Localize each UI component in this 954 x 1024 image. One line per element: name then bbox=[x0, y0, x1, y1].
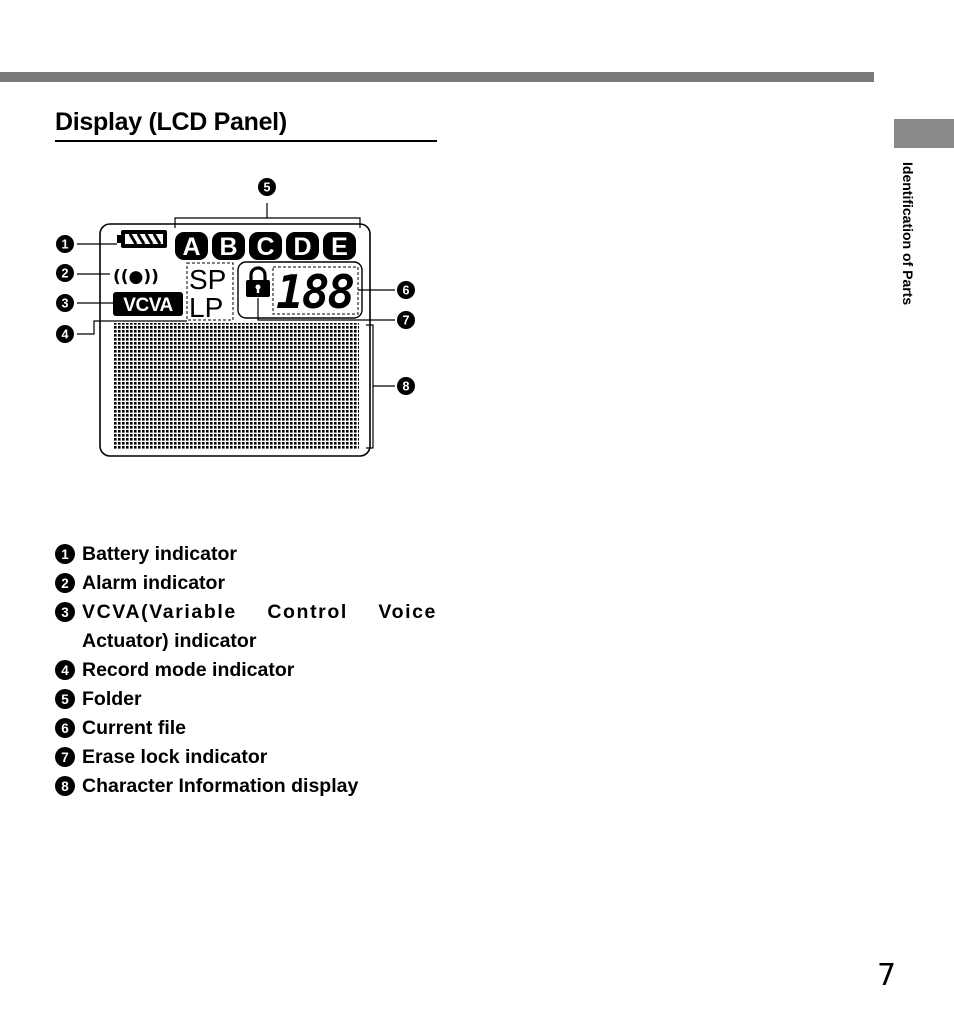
legend-item bbox=[55, 714, 437, 743]
callout-1 bbox=[56, 235, 74, 253]
legend-text: Battery indicator bbox=[82, 543, 237, 565]
svg-text:6: 6 bbox=[402, 283, 410, 298]
folder-e-badge bbox=[323, 232, 356, 261]
svg-text:8: 8 bbox=[402, 379, 410, 394]
callout-3 bbox=[56, 294, 74, 312]
legend-number: 6 bbox=[55, 718, 75, 738]
svg-text:E: E bbox=[331, 233, 348, 261]
svg-text:4: 4 bbox=[61, 327, 69, 342]
lcd-diagram bbox=[50, 170, 430, 470]
battery-icon bbox=[117, 230, 167, 248]
legend-text: Current file bbox=[82, 717, 187, 739]
legend-list bbox=[55, 540, 437, 801]
callout-8 bbox=[397, 377, 415, 395]
svg-text:3: 3 bbox=[61, 296, 69, 311]
top-rule bbox=[0, 72, 874, 82]
character-dot-matrix bbox=[113, 323, 359, 450]
legend-text-continuation: Actuator) indicator bbox=[82, 630, 257, 652]
callout-5 bbox=[258, 178, 276, 196]
legend-text: Character Information display bbox=[82, 775, 359, 797]
svg-text:7: 7 bbox=[402, 313, 410, 328]
legend-item-continuation bbox=[55, 627, 437, 656]
svg-text:A: A bbox=[182, 233, 201, 261]
legend-text: Alarm indicator bbox=[82, 572, 226, 594]
lock-icon bbox=[246, 268, 270, 297]
svg-text:C: C bbox=[256, 233, 275, 261]
folder-a-badge bbox=[175, 232, 208, 261]
page-title: Display (LCD Panel) bbox=[55, 108, 437, 142]
legend-item bbox=[55, 540, 437, 569]
alarm-indicator: ((●)) bbox=[113, 267, 159, 287]
svg-text:VCVA: VCVA bbox=[123, 295, 173, 316]
svg-text:1: 1 bbox=[61, 237, 69, 252]
legend-text: VCVA(Variable Control Voice bbox=[82, 601, 437, 623]
vcva-badge bbox=[113, 292, 183, 316]
svg-text:5: 5 bbox=[263, 180, 271, 195]
svg-text:B: B bbox=[219, 233, 238, 261]
callout-2 bbox=[56, 264, 74, 282]
legend-item bbox=[55, 743, 437, 772]
legend-item bbox=[55, 656, 437, 685]
folder-c-badge bbox=[249, 232, 282, 261]
folder-d-badge bbox=[286, 232, 319, 261]
record-mode-sp: SP bbox=[189, 264, 227, 295]
section-tab-label: Identification of Parts bbox=[900, 162, 916, 306]
legend-item bbox=[55, 772, 437, 801]
legend-item bbox=[55, 569, 437, 598]
legend-text: Record mode indicator bbox=[82, 659, 295, 681]
legend-number: 7 bbox=[55, 747, 75, 767]
legend-number: 1 bbox=[55, 544, 75, 564]
legend-item bbox=[55, 598, 437, 627]
legend-number: 8 bbox=[55, 776, 75, 796]
file-number-digits: 188 bbox=[276, 265, 354, 319]
record-mode-lp: LP bbox=[189, 292, 224, 323]
legend-text: Erase lock indicator bbox=[82, 746, 268, 768]
callout-4 bbox=[56, 325, 74, 343]
folder-b-badge bbox=[212, 232, 245, 261]
legend-number: 5 bbox=[55, 689, 75, 709]
callout-6 bbox=[397, 281, 415, 299]
legend-number: 2 bbox=[55, 573, 75, 593]
legend-item bbox=[55, 685, 437, 714]
page-number: 7 bbox=[877, 958, 897, 993]
svg-text:D: D bbox=[293, 233, 312, 261]
legend-text: Folder bbox=[82, 688, 142, 710]
section-tab-marker bbox=[894, 119, 954, 148]
legend-number: 4 bbox=[55, 660, 75, 680]
svg-text:2: 2 bbox=[61, 266, 69, 281]
legend-number: 3 bbox=[55, 602, 75, 622]
callout-7 bbox=[397, 311, 415, 329]
